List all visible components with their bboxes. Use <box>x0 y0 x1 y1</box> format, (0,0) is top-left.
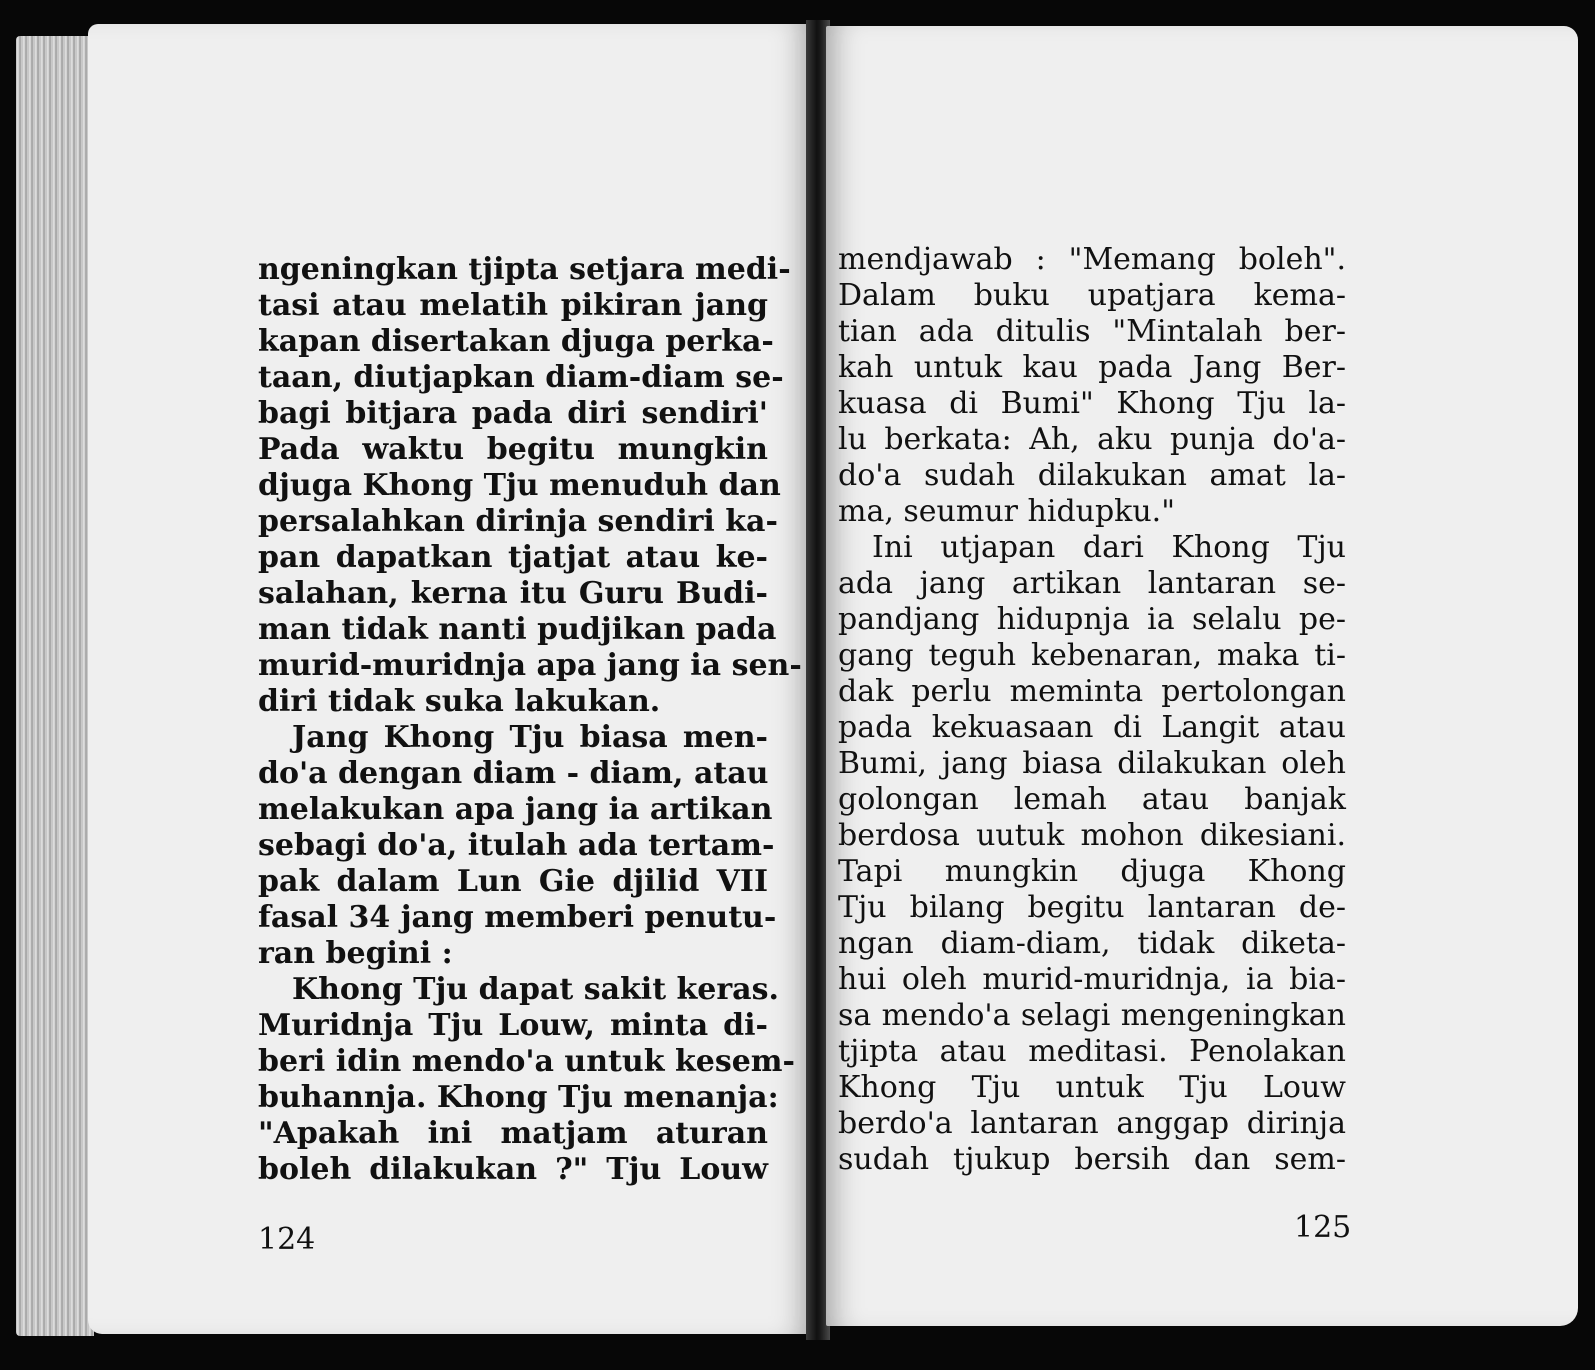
text-line: do'a sudah dilakukan amat la- <box>838 458 1346 493</box>
text-line: berdo'a lantaran anggap dirinja <box>838 1106 1346 1141</box>
text-line: "Apakah ini matjam aturan <box>258 1116 768 1151</box>
text-line: golongan lemah atau banjak <box>838 782 1346 817</box>
text-line: ngeningkan tjipta setjara medi- <box>258 252 791 287</box>
text-line: kuasa di Bumi" Khong Tju la- <box>838 386 1346 421</box>
text-line: persalahkan dirinja sendiri ka- <box>258 504 778 539</box>
text-line: lu berkata: Ah, aku punja do'a- <box>838 422 1346 457</box>
text-line: buhannja. Khong Tju menanja: <box>258 1080 779 1115</box>
text-line: Khong Tju untuk Tju Louw <box>838 1070 1346 1105</box>
text-line: pada kekuasaan di Langit atau <box>838 710 1346 745</box>
text-line: sudah tjukup bersih dan sem- <box>838 1142 1346 1177</box>
text-line: diri tidak suka lakukan. <box>258 684 661 719</box>
text-line: Khong Tju dapat sakit keras. <box>292 972 779 1007</box>
text-line: ngan diam-diam, tidak diketa- <box>838 926 1346 961</box>
text-line: Ini utjapan dari Khong Tju <box>872 530 1346 565</box>
text-line: Tju bilang begitu lantaran de- <box>838 890 1346 925</box>
text-line: kapan disertakan djuga perka- <box>258 324 774 359</box>
text-line: kah untuk kau pada Jang Ber- <box>838 350 1346 385</box>
text-line: berdosa uutuk mohon dikesiani. <box>838 818 1346 853</box>
text-line: salahan, kerna itu Guru Budi- <box>258 576 768 611</box>
left-page <box>88 24 810 1334</box>
right-page <box>826 26 1578 1326</box>
text-line: Jang Khong Tju biasa men- <box>292 720 768 755</box>
text-line: bagi bitjara pada diri sendiri' <box>258 396 768 431</box>
text-line: tjipta atau meditasi. Penolakan <box>838 1034 1346 1069</box>
right-page-text <box>838 242 1346 1178</box>
left-page-text <box>258 252 802 1188</box>
text-line: mendjawab : "Memang boleh". <box>838 242 1346 277</box>
text-line: tasi atau melatih pikiran jang <box>258 288 768 323</box>
text-line: sa mendo'a selagi mengeningkan <box>838 998 1346 1033</box>
text-line: sebagi do'a, itulah ada tertam- <box>258 828 775 863</box>
text-line: melakukan apa jang ia artikan <box>258 792 773 827</box>
text-line: beri idin mendo'a untuk kesem- <box>258 1044 795 1079</box>
text-line: fasal 34 jang memberi penutu- <box>258 900 777 935</box>
text-line: taan, diutjapkan diam-diam se- <box>258 360 784 395</box>
right-page-number: 125 <box>1294 1210 1352 1245</box>
text-line: ada jang artikan lantaran se- <box>838 566 1346 601</box>
text-line: boleh dilakukan ?" Tju Louw <box>258 1152 768 1187</box>
text-line: man tidak nanti pudjikan pada <box>258 612 777 647</box>
text-line: tian ada ditulis "Mintalah ber- <box>838 314 1346 349</box>
text-line: murid-muridnja apa jang ia sen- <box>258 648 802 683</box>
book-page-edges <box>16 36 94 1336</box>
text-line: Pada waktu begitu mungkin <box>258 432 768 467</box>
text-line: ran begini : <box>258 936 453 971</box>
text-line: Tapi mungkin djuga Khong <box>838 854 1346 889</box>
text-line: gang teguh kebenaran, maka ti- <box>838 638 1346 673</box>
text-line: dak perlu meminta pertolongan <box>838 674 1346 709</box>
text-line: hui oleh murid-muridnja, ia bia- <box>838 962 1346 997</box>
text-line: pan dapatkan tjatjat atau ke- <box>258 540 768 575</box>
left-page-number: 124 <box>258 1222 316 1257</box>
text-line: do'a dengan diam - diam, atau <box>258 756 769 791</box>
text-line: Dalam buku upatjara kema- <box>838 278 1346 313</box>
text-line: pak dalam Lun Gie djilid VII <box>258 864 768 899</box>
text-line: Muridnja Tju Louw, minta di- <box>258 1008 768 1043</box>
text-line: Bumi, jang biasa dilakukan oleh <box>838 746 1346 781</box>
text-line: djuga Khong Tju menuduh dan <box>258 468 781 503</box>
text-line: ma, seumur hidupku." <box>838 494 1176 529</box>
text-line: pandjang hidupnja ia selalu pe- <box>838 602 1346 637</box>
